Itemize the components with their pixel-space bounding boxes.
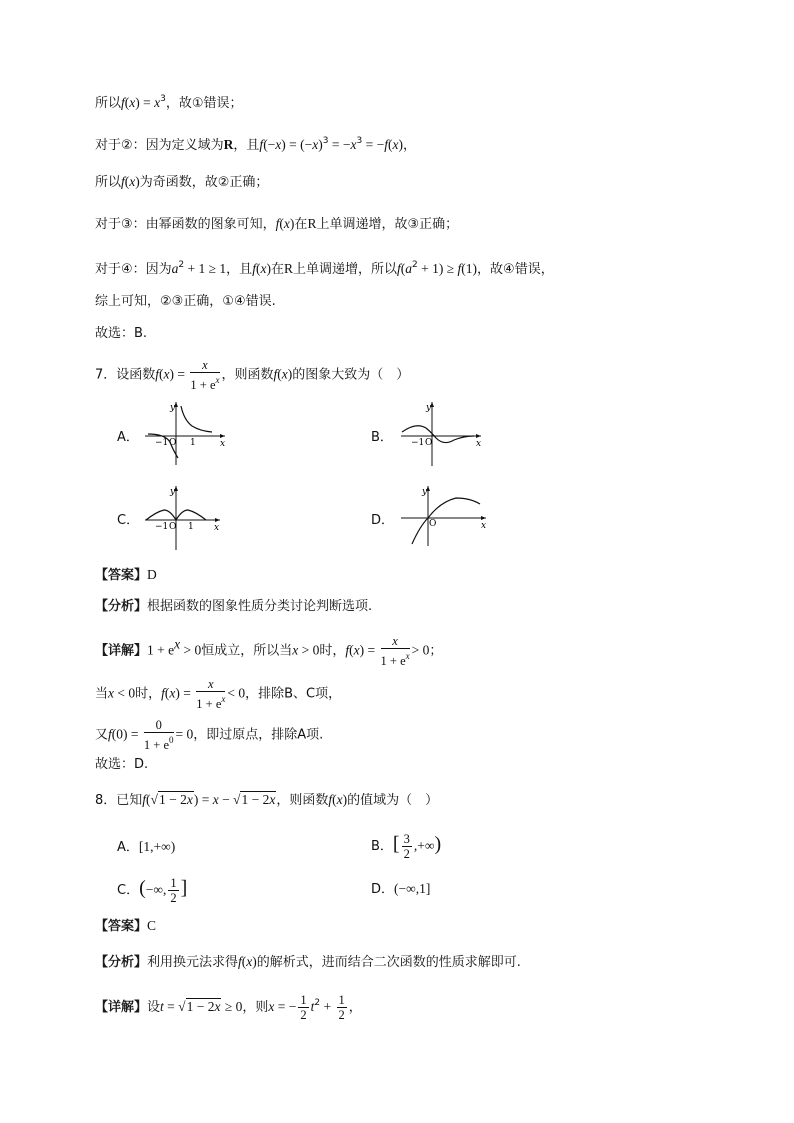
tick-1: 1	[190, 438, 196, 448]
q7-option-c-label: C．	[117, 513, 140, 528]
origin-label: O	[425, 438, 433, 448]
text-line-3: 所以f(x)为奇函数，故②正确；	[95, 174, 269, 190]
q7-graph-c	[140, 482, 226, 552]
origin-label: O	[169, 522, 177, 532]
q8-option-c: C．(−∞, $\frac{1}{2}$ ]	[117, 876, 188, 905]
q8-answer: 【答案】C	[95, 918, 157, 934]
q7-conclusion: 故选：D.	[95, 757, 149, 772]
q7-answer: 【答案】D	[95, 567, 157, 583]
q7-option-d-label: D．	[371, 513, 395, 528]
text-line-5: 对于④：因为$a^2 + 1 \ge 1$，且f(x)在R上单调递增，所以$f(a^2 + 1) \ge f(1)$，故④错误，	[95, 260, 554, 277]
q7-analysis: 【分析】根据函数的图象性质分类讨论判断选项.	[95, 599, 373, 614]
tick-neg1: −1	[155, 438, 169, 448]
tick-1: 1	[188, 522, 194, 532]
tick-neg1: −1	[411, 438, 425, 448]
text-line-6: 综上可知，②③正确，①④错误.	[95, 294, 276, 309]
text-line-1: 所以$f(x) = x^3$，故①错误；	[95, 94, 243, 111]
q7-detail-2: 当x < 0时，f(x) = $\frac{x}{1 + e^x}$ < 0，排除B、C项，	[95, 677, 342, 711]
q8-analysis: 【分析】利用换元法求得f(x)的解析式，进而结合二次函数的性质求解即可.	[95, 954, 521, 970]
q8-option-a: A．[1,+∞)	[117, 839, 176, 855]
q7-detail-3: 又f(0) = $\frac{0}{1 + e^0}$ = 0，即过原点，排除A项.	[95, 718, 324, 752]
axis-x-label: x	[481, 521, 487, 531]
q7-option-a-label: A．	[117, 430, 139, 445]
q7-stem: 7．设函数f(x) = $\frac{x}{1 + e^x}$ ，则函数f(x)的图象大致为（ ）	[95, 358, 410, 392]
text-line-7: 故选：B.	[95, 326, 148, 341]
q7-graph-b	[396, 398, 486, 470]
axis-x-label: x	[220, 439, 226, 449]
q7-option-b-label: B．	[371, 430, 393, 445]
text-line-2: 对于②：因为定义域为R，且$f(-x) = (-x)^3 = -x^3 = -f(x)$，	[95, 136, 416, 153]
q8-option-d: D．(−∞,1]	[371, 881, 431, 897]
origin-label: O	[169, 438, 177, 448]
q7-graph-a	[140, 398, 230, 468]
axis-y-label: y	[170, 403, 176, 413]
q8-detail: 【详解】设t = √1 − 2x ≥ 0，则x = − $\frac{1}{2}$ $t^2$ + $\frac{1}{2}$ ，	[95, 993, 362, 1022]
axis-x-label: x	[476, 439, 482, 449]
q8-stem: 8．已知f(√1 − 2x) = x − √1 − 2x，则函数f(x)的值域为（ ）	[95, 792, 439, 808]
tick-neg1: −1	[155, 522, 169, 532]
text-line-4: 对于③：由幂函数的图象可知，f(x)在R上单调递增，故③正确；	[95, 216, 459, 232]
axis-y-label: y	[426, 403, 432, 413]
origin-label: O	[429, 519, 437, 529]
q7-graph-d	[396, 482, 490, 548]
q7-detail-1: 【详解】$1 + e^x > 0$恒成立，所以当x > 0时，f(x) = $\frac{x}{1 + e^x}$ > 0；	[95, 634, 443, 668]
axis-y-label: y	[170, 487, 176, 497]
q8-option-b: B．[ $\frac{3}{2}$ ,+∞)	[371, 832, 442, 861]
answer-tag: 【答案】	[95, 568, 148, 583]
axis-x-label: x	[214, 523, 220, 533]
axis-y-label: y	[422, 487, 428, 497]
